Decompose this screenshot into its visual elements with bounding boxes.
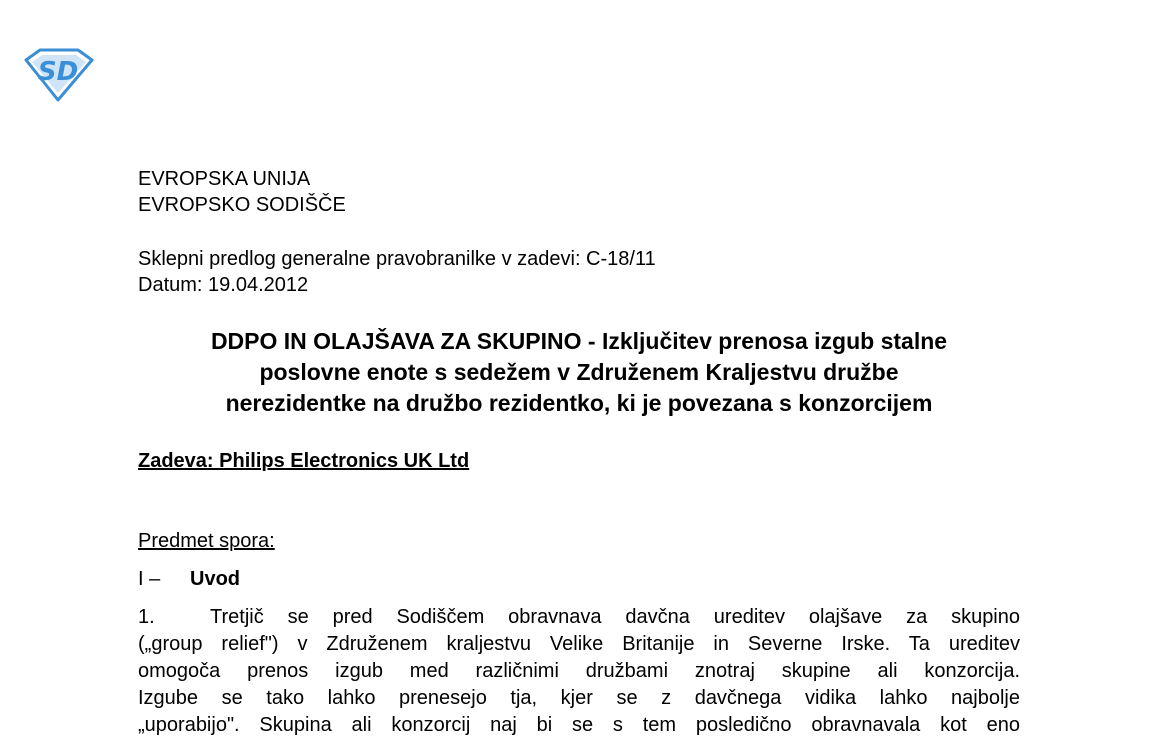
paragraph-line: Izgube se tako lahko prenesejo tja, kjer se z davčnega vidika lahko najbolje	[138, 687, 1020, 709]
paragraph-line: („group relief") v Združenem kraljestvu Velike Britanije in Severne Irske. Ta ureditev	[138, 633, 1020, 655]
section-heading	[138, 566, 240, 592]
case-reference: Sklepni predlog generalne pravobranilke v zadevi: C-18/11	[138, 248, 656, 270]
paragraph-line	[138, 604, 1020, 631]
paragraph-line: „uporabijo". Skupina ali konzorcij naj bi se s tem posledično obravnavala kot eno	[138, 714, 1020, 736]
matter-heading: Zadeva: Philips Electronics UK Ltd	[138, 450, 470, 472]
header-court: EVROPSKO SODIŠČE	[138, 194, 346, 216]
paragraph-line-text: Tretjič se pred Sodiščem obravnava davčna ureditev olajšave za skupino	[210, 606, 1020, 628]
document-date: Datum: 19.04.2012	[138, 274, 309, 296]
section-number: I –	[138, 568, 161, 590]
sd-logo-icon	[22, 46, 96, 104]
paragraph-line: omogoča prenos izgub med različnimi družbami znotraj skupine ali konzorcija.	[138, 660, 1020, 682]
section-title: Uvod	[190, 568, 240, 590]
subject-heading: Predmet spora:	[138, 530, 275, 552]
document-title	[138, 326, 1020, 419]
title-line-2: poslovne enote s sedežem v Združenem Kraljestvu družbe	[259, 359, 899, 385]
title-line-3: nerezidentke na družbo rezidentko, ki je povezana s konzorcijem	[225, 390, 933, 416]
paragraph-1	[138, 604, 1020, 739]
header-eu: EVROPSKA UNIJA	[138, 168, 311, 190]
paragraph-number: 1.	[138, 606, 155, 628]
sd-logo-text: SD	[37, 57, 79, 87]
title-line-1: DDPO IN OLAJŠAVA ZA SKUPINO - Izključitev prenosa izgub stalne	[210, 328, 948, 354]
